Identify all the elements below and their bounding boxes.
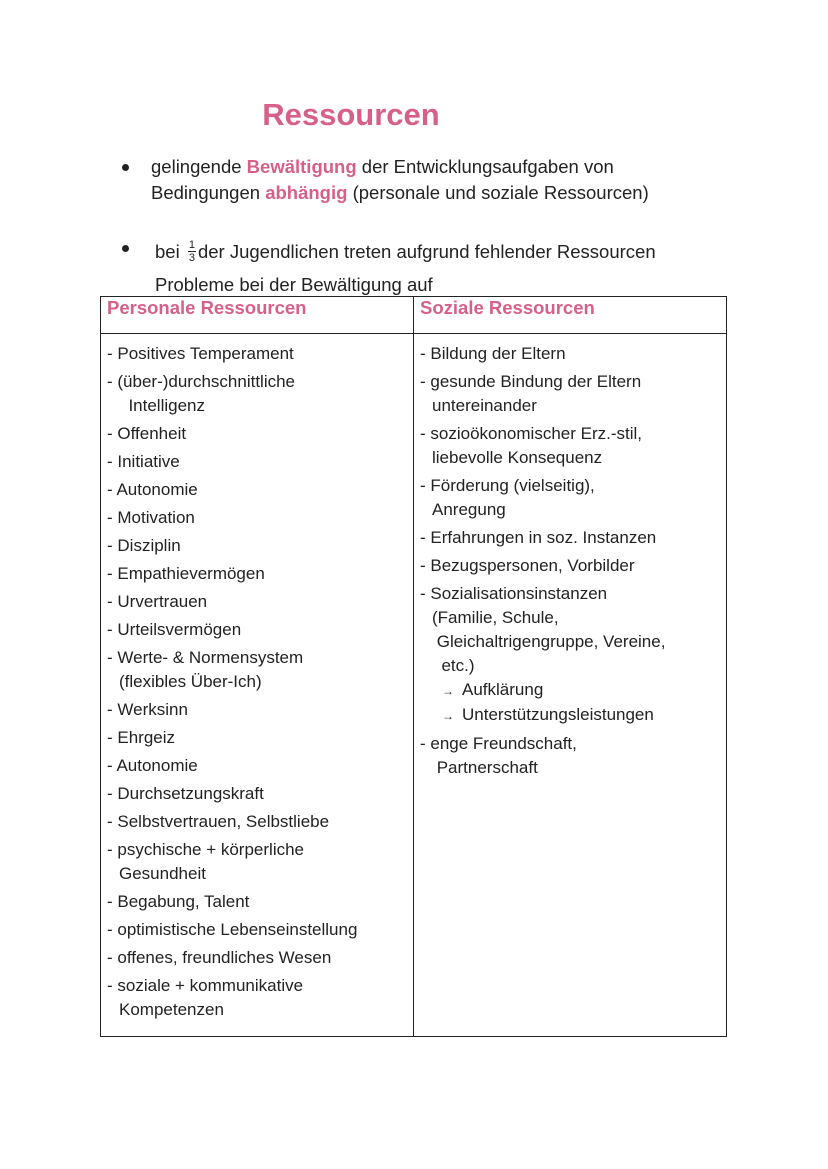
list-item: - Selbstvertrauen, Selbstliebe (107, 812, 330, 831)
sub-item: → Unterstützungsleistungen (442, 705, 654, 724)
bullet-jugendliche (122, 235, 722, 301)
column-personal (101, 334, 414, 1037)
list-item: - Förderung (vielseitig), Anregung (420, 476, 595, 519)
bullet-dot (122, 164, 129, 171)
list-item: - Urvertrauen (107, 592, 208, 611)
header-personal: Personale Ressourcen (101, 297, 414, 334)
list-item: - Erfahrungen in soz. Instanzen (420, 528, 657, 547)
list-item: - Motivation (107, 508, 195, 527)
bullet-dot (122, 245, 129, 252)
list-item: - Positives Temperament (107, 344, 294, 363)
list-item: - sozioökonomischer Erz.-stil, liebevolle Konsequenz (420, 424, 643, 467)
list-item: - offenes, freundliches Wesen (107, 948, 332, 967)
list-item: - optimistische Lebenseinstellung (107, 920, 358, 939)
list-item: - Durchsetzungskraft (107, 784, 264, 803)
list-item: - Bildung der Eltern (420, 344, 566, 363)
list-item: - Begabung, Talent (107, 892, 250, 911)
list-item: - (über-)durchschnittliche Intelligenz (107, 372, 296, 415)
list-item: - Werksinn (107, 700, 188, 719)
list-item: - Disziplin (107, 536, 181, 555)
arrow-right-icon: → (442, 684, 454, 698)
list-item: - Ehrgeiz (107, 728, 176, 747)
list-item: - soziale + kommunikative Kompetenzen (107, 976, 304, 1019)
bullet-bewaeltigung (122, 154, 722, 206)
list-item: - gesunde Bindung der Eltern untereinander (420, 372, 642, 415)
fraction-one-third: $\frac{1}{3}$ (188, 238, 195, 264)
arrow-right-icon: → (442, 709, 454, 723)
list-item: - Bezugspersonen, Vorbilder (420, 556, 635, 575)
list-item: - Autonomie (107, 756, 198, 775)
header-social: Soziale Ressourcen (414, 297, 727, 334)
list-item: - Initiative (107, 452, 180, 471)
bullet-text: bei $\frac{1}{3}$ der Jugendlichen treten aufgrund fehlender Ressourcen Probleme bei der Bewältigung auf (155, 238, 656, 295)
list-item: - enge Freundschaft, Partnerschaft (420, 734, 577, 777)
list-item: - psychische + körperliche Gesundheit (107, 840, 305, 883)
column-social (414, 334, 727, 1037)
list-item: - Offenheit (107, 424, 187, 443)
resources-table (100, 296, 727, 1037)
bullet-text: gelingende Bewältigung der Entwicklungsaufgaben von Bedingungen abhängig (personale und soziale Ressourcen) (151, 156, 649, 203)
list-item: - Urteilsvermögen (107, 620, 242, 639)
list-item: - Empathievermögen (107, 564, 265, 583)
list-item: - Sozialisationsinstanzen (Familie, Schule, Gleichaltrigengruppe, Vereine, etc.) (420, 584, 666, 675)
list-item: - Werte- & Normensystem (flexibles Über-Ich) (107, 648, 304, 691)
sub-item: → Aufklärung (442, 680, 544, 699)
page-title: Ressourcen (262, 97, 440, 132)
list-item: - Autonomie (107, 480, 198, 499)
